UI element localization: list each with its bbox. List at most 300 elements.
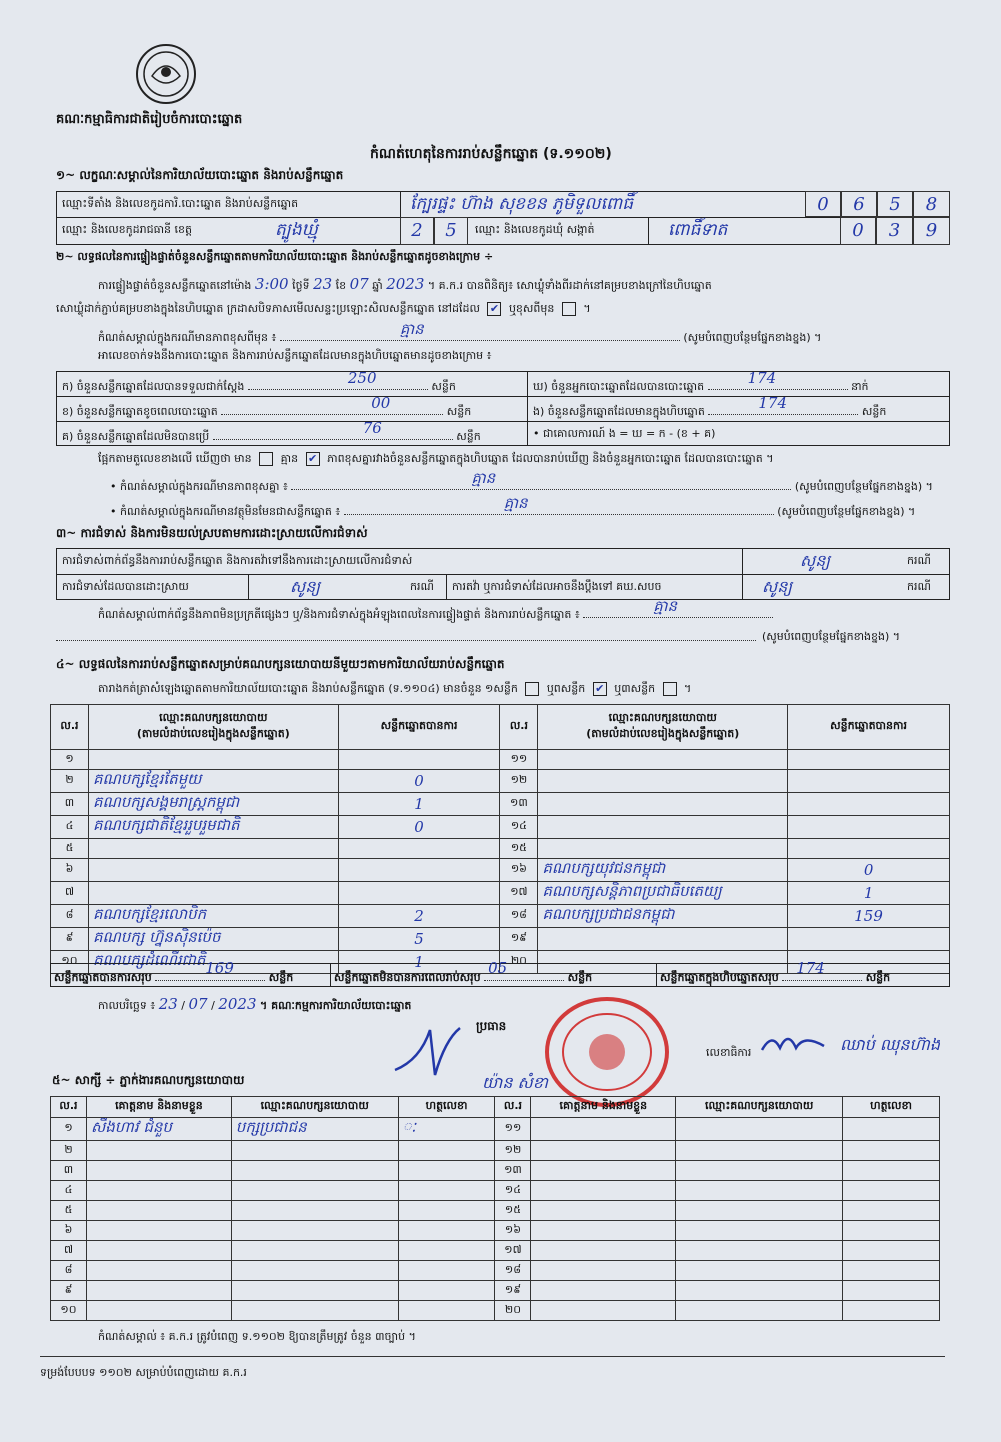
code-digit: 9 xyxy=(913,217,950,245)
col-name: គោត្តនាម និងនាមខ្លួន xyxy=(86,1097,231,1118)
secretary-signature xyxy=(758,1026,828,1064)
witness-sign xyxy=(843,1118,940,1141)
verify-time: 3:00 xyxy=(254,275,289,293)
committee-name: គណៈកម្មាធិការជាតិរៀបចំការបោះឆ្នោត xyxy=(56,112,243,127)
witness-no: ១៧ xyxy=(495,1241,531,1261)
col-party xyxy=(88,705,338,750)
witness-party xyxy=(231,1181,398,1201)
result-party xyxy=(538,750,788,770)
result-votes: 159 xyxy=(788,905,950,928)
nec-logo xyxy=(136,44,196,104)
result-votes: 1 xyxy=(338,793,500,816)
result-party xyxy=(538,793,788,816)
code-digit: 3 xyxy=(876,217,913,245)
unit: សន្លឹក xyxy=(456,430,481,443)
witness-name xyxy=(86,1181,231,1201)
divider xyxy=(56,574,950,575)
col-party-sub: (តាមលំដាប់លេខរៀងក្នុងសន្លឹកឆ្នោត) xyxy=(586,727,740,740)
results-table xyxy=(50,704,950,974)
form-title: កំណត់ហេតុនៃការរាប់សន្លឹកឆ្នោត (ទ.១១០២) xyxy=(370,146,612,162)
code-digit: 6 xyxy=(841,191,877,217)
divider xyxy=(656,963,657,987)
col-sign: ហត្ថលេខា xyxy=(843,1097,940,1118)
chairman-label: ប្រធាន xyxy=(476,1019,507,1033)
witness-sign xyxy=(843,1201,940,1221)
witness-name xyxy=(531,1118,676,1141)
result-no: ៦ xyxy=(51,859,89,882)
result-no: ១៧ xyxy=(500,882,538,905)
appeal-label: ការតវ៉ា ឬការជំទាស់ដែលអាចនឹងប្តឹងទៅ គឃ.សបច xyxy=(452,580,662,593)
col-party: ឈ្មោះគណបក្សនយោបាយ xyxy=(676,1097,843,1118)
result-no: ១០ xyxy=(51,951,89,974)
witness-no: ៥ xyxy=(51,1201,87,1221)
count-a-value: 250 xyxy=(347,369,377,387)
count-e xyxy=(533,394,887,421)
secretary-label: លេខាធិការ xyxy=(706,1046,752,1059)
three-sheets-label: ឬ៣សន្លឹក xyxy=(614,682,656,695)
result-no: ៨ xyxy=(51,905,89,928)
col-votes: សន្លឹកឆ្នោតបានការ xyxy=(788,705,950,750)
witness-party xyxy=(231,1281,398,1301)
changed-label: ឬខុសពីមុន xyxy=(508,302,555,315)
diff-check-line xyxy=(98,452,773,468)
table-row xyxy=(51,1141,940,1161)
witness-name xyxy=(86,1201,231,1221)
witness-party xyxy=(676,1141,843,1161)
witness-no: ១២ xyxy=(495,1141,531,1161)
result-votes xyxy=(338,859,500,882)
date-day: 23 xyxy=(158,995,178,1013)
result-no: ១ xyxy=(51,750,89,770)
witness-sign xyxy=(843,1181,940,1201)
irregularity-value: គ្មាន xyxy=(653,597,678,615)
witness-party xyxy=(676,1281,843,1301)
witness-party xyxy=(231,1201,398,1221)
verify-text: សោឃ្លុំដាក់ភ្ជាប់គម្របខាងក្នុងនៃហិបឆ្នោត ក្រដាសបិទភាសមើលសន្ទះប្រឡោះសិលសន្លឹកឆ្នោត នៅដដែល xyxy=(56,302,480,315)
result-no: ១១ xyxy=(500,750,538,770)
odd-note-line xyxy=(110,494,916,521)
chairman-signature xyxy=(390,1020,470,1084)
two-sheets-label: ឬពសន្លឹក xyxy=(546,682,586,695)
witness-name xyxy=(86,1261,231,1281)
witness-party xyxy=(676,1118,843,1141)
result-votes: 0 xyxy=(338,816,500,839)
witness-sign: ៈ xyxy=(398,1118,495,1141)
province-label: ឈ្មោះ និងលេខកូដរាជធានី ខេត្ត xyxy=(62,223,192,236)
witness-sign xyxy=(398,1301,495,1321)
witness-party xyxy=(676,1161,843,1181)
divider xyxy=(400,191,401,217)
three-sheets-checkbox[interactable] xyxy=(663,682,677,696)
note-label: កំណត់សម្គាល់ក្នុងករណីមានភាពខុសពីមុន ៖ xyxy=(98,331,277,344)
result-no: ២ xyxy=(51,770,89,793)
section4-title: ៤~ លទ្ធផលនៃការរាប់សន្លឹកឆ្នោតសម្រាប់គណបក្សនយោបាយនីមួយៗតាមការិយាល័យរាប់សន្លឹកឆ្នោត xyxy=(56,657,505,671)
change-note-line xyxy=(98,320,822,347)
objection-value: សូន្យ xyxy=(800,551,831,570)
witness-name xyxy=(86,1281,231,1301)
fill-more: (សូមបំពេញបន្ថែមផ្នែកខាងខ្នង) ។ xyxy=(762,630,901,643)
witness-party xyxy=(231,1141,398,1161)
count-b xyxy=(62,394,472,421)
witness-no: ១០ xyxy=(51,1301,87,1321)
section2-title: ២~ លទ្ធផលនៃការផ្ទៀងផ្ទាត់ចំនួនសន្លឹកឆ្នោតតាមការិយាល័យបោះឆ្នោត និងរាប់សន្លឹកឆ្នោតដូចខាងក្រោម ÷ xyxy=(56,250,494,263)
total-invalid-label: សន្លឹកឆ្នោតមិនបានការពេលរាប់សរុប xyxy=(334,971,481,984)
result-no: ១៣ xyxy=(500,793,538,816)
dotted-line xyxy=(56,640,756,641)
sheets-intro: តារាងកត់ត្រាសំឡេងឆ្នោតតាមការិយាល័យបោះឆ្នោត និងរាប់សន្លឹកឆ្នោត (ទ.១១០៤) មានចំនួន ១សន្លឹក xyxy=(98,682,518,695)
formula: • ជាគោលការណ៍ ង = ឃ = ក - (ខ + គ) xyxy=(533,427,716,440)
table-row xyxy=(51,1261,940,1281)
table-row xyxy=(51,1181,940,1201)
unit: នាក់ xyxy=(851,380,869,393)
result-no: ១៤ xyxy=(500,816,538,839)
result-no: ១៩ xyxy=(500,928,538,951)
result-votes xyxy=(788,770,950,793)
intro-counts: ឤលេខចាក់ទងនឹងការបោះឆ្នោត និងការរាប់សន្លឹកឆ្នោតដែលមានក្នុងហិបឆ្នោតមានដូចខាងក្រោម ៖ xyxy=(98,349,492,362)
commune-label: ឈ្មោះ និងលេខកូដឃុំ សង្កាត់ xyxy=(475,223,595,236)
result-no: ២០ xyxy=(500,951,538,974)
witness-name xyxy=(531,1141,676,1161)
code-digit: 5 xyxy=(434,217,468,245)
witness-name xyxy=(531,1261,676,1281)
form-footer: ទម្រង់បែបបទ ១១០២ សម្រាប់បំពេញដោយ គ.ក.រ xyxy=(40,1366,247,1379)
witness-party xyxy=(676,1221,843,1241)
commune-code xyxy=(840,217,950,245)
witness-name xyxy=(86,1161,231,1181)
total-valid-label: សន្លឹកឆ្នោតបានការសរុប xyxy=(54,971,152,984)
count-b-label: ខ) ចំនួនសន្លឹកឆ្នោតខូចពេលបោះឆ្នោត xyxy=(62,405,218,418)
table-row xyxy=(51,839,950,859)
unit: សន្លឹក xyxy=(268,971,294,984)
result-party xyxy=(88,839,338,859)
table-row xyxy=(51,750,950,770)
result-no: ៥ xyxy=(51,839,89,859)
result-votes: 1 xyxy=(788,882,950,905)
formula-text: ជាគោលការណ៍ ង = ឃ = ក - (ខ + គ) xyxy=(543,427,716,440)
verify-line-2: សោឃ្លុំដាក់ភ្ជាប់គម្របខាងក្នុងនៃហិបឆ្នោត ក្រដាសបិទភាសមើលសន្ទះប្រឡោះសិលសន្លឹកឆ្នោត នៅដដែល ✔ ឬខុសពីមុន ។ xyxy=(56,302,591,315)
section1-title: ១~ លក្ខណៈសម្គាល់នៃការិយាល័យបោះឆ្នោត និងរាប់សន្លឹកឆ្នោត xyxy=(56,168,344,182)
col-no: ល.រ xyxy=(51,705,89,750)
divider xyxy=(56,396,950,397)
verify-text: ។ គ.ក.រ បានពិនិត្យ៖ សោឃ្លុំទាំងពីរដាក់នៅគម្របខាងក្រៅនៃហិបឆ្នោត xyxy=(427,279,712,292)
witness-sign xyxy=(398,1281,495,1301)
secretary-name: ឈាប់ ឈុនហ៊ាង xyxy=(840,1035,941,1054)
verify-month: 07 xyxy=(349,275,369,293)
witness-sign xyxy=(398,1161,495,1181)
result-no: ៤ xyxy=(51,816,89,839)
col-no: ល.រ xyxy=(51,1097,87,1118)
code-digit: 2 xyxy=(400,217,434,245)
verify-day: 23 xyxy=(313,275,333,293)
results-header-row xyxy=(51,705,950,750)
divider xyxy=(648,217,649,245)
case-unit: ករណី xyxy=(410,580,434,593)
result-party xyxy=(538,928,788,951)
col-votes: សន្លឹកឆ្នោតបានការ xyxy=(338,705,500,750)
witness-name xyxy=(531,1301,676,1321)
witness-header-row xyxy=(51,1097,940,1118)
table-row xyxy=(51,882,950,905)
result-votes xyxy=(338,750,500,770)
witness-table xyxy=(50,1096,940,1321)
irregularity-label: កំណត់សម្គាល់ពាក់ព័ន្ធនឹងភាពមិនប្រក្រតីផ្សេងៗ ឬ/និងការជំទាស់ក្នុងអំឡុងពេលនៃការផ្ទៀងផ្ទាត់ និងការរាប់សន្លឹកឆ្នោត ៖ xyxy=(98,608,580,621)
witness-sign xyxy=(843,1281,940,1301)
col-party-label: ឈ្មោះគណបក្សនយោបាយ xyxy=(159,711,268,724)
col-party-sub: (តាមលំដាប់លេខរៀងក្នុងសន្លឹកឆ្នោត) xyxy=(136,727,290,740)
fill-more: (សូមបំពេញបន្ថែមផ្នែកខាងខ្នង) ។ xyxy=(683,331,822,344)
count-a xyxy=(62,369,456,396)
witness-name xyxy=(86,1301,231,1321)
witness-name xyxy=(86,1141,231,1161)
witness-sign xyxy=(843,1301,940,1321)
table-row xyxy=(51,770,950,793)
location-code xyxy=(805,191,950,217)
result-no: ៩ xyxy=(51,928,89,951)
diff-note-value: គ្មាន xyxy=(471,469,496,487)
odd-note-label: • កំណត់សម្គាល់ក្នុងករណីមានវត្ថុមិនមែនជាសន្លឹកឆ្នោត ៖ xyxy=(110,505,341,518)
col-no: ល.រ xyxy=(495,1097,531,1118)
year-label: ឆ្នាំ xyxy=(372,279,383,292)
result-party: គណបក្សយុវជនកម្ពុជា xyxy=(538,859,788,882)
result-votes xyxy=(788,928,950,951)
odd-note-value: គ្មាន xyxy=(503,494,528,512)
count-c xyxy=(62,419,481,446)
col-name: គោត្តនាម និងនាមខ្លួន xyxy=(531,1097,676,1118)
witness-party xyxy=(231,1261,398,1281)
result-party xyxy=(88,859,338,882)
witness-no: ១៤ xyxy=(495,1181,531,1201)
witness-name xyxy=(531,1281,676,1301)
total-box-value: 174 xyxy=(796,959,825,977)
count-c-value: 76 xyxy=(362,419,382,437)
table-row xyxy=(51,793,950,816)
witness-party: បក្សប្រជាជន xyxy=(231,1118,398,1141)
date-month: 07 xyxy=(188,995,208,1013)
count-c-label: គ) ចំនួនសន្លឹកឆ្នោតដែលមិនបានប្រើ xyxy=(62,430,210,443)
count-e-label: ង) ចំនួនសន្លឹកឆ្នោតដែលមានក្នុងហិបឆ្នោត xyxy=(533,405,705,418)
witness-sign xyxy=(398,1201,495,1221)
result-party: គណបក្ស ហ្វ៊ុនស៊ិនប៉េច xyxy=(88,928,338,951)
result-votes xyxy=(788,793,950,816)
divider xyxy=(248,574,249,600)
witness-no: ៣ xyxy=(51,1161,87,1181)
col-party: ឈ្មោះគណបក្សនយោបាយ xyxy=(231,1097,398,1118)
count-d xyxy=(533,369,869,396)
witness-party xyxy=(231,1161,398,1181)
result-party: គណបក្សប្រជាជនកម្ពុជា xyxy=(538,905,788,928)
chairman-name: យ៉ាន សំខា xyxy=(482,1073,549,1092)
witness-name xyxy=(531,1181,676,1201)
fill-more: (សូមបំពេញបន្ថែមផ្នែកខាងខ្នង) ។ xyxy=(794,480,933,493)
signoff: ។ គណៈកម្មការការិយាល័យបោះឆ្នោត xyxy=(260,999,412,1012)
footnote: កំណត់សម្គាល់ ៖ គ.ក.រ ត្រូវបំពេញ ទ.១១០២ ឱ្យបានត្រឹមត្រូវ ចំនួន ៣ច្បាប់ ។ xyxy=(98,1330,416,1343)
location-value: ក្បែរផ្ទះ ហ៊ាង សុខខន ភូមិទួលពោធិ៍ xyxy=(410,194,633,214)
witness-sign xyxy=(398,1181,495,1201)
result-votes: 0 xyxy=(338,770,500,793)
two-sheets-checkbox[interactable]: ✔ xyxy=(593,682,607,696)
divider xyxy=(742,548,743,600)
province-name: ត្បូងឃ្មុំ xyxy=(275,220,318,240)
result-party: គណបក្សខ្មែរលោបិក xyxy=(88,905,338,928)
result-no: ១៦ xyxy=(500,859,538,882)
result-votes xyxy=(788,816,950,839)
witness-party xyxy=(676,1181,843,1201)
divider xyxy=(446,574,447,600)
col-no: ល.រ xyxy=(500,705,538,750)
unit: សន្លឹក xyxy=(567,971,593,984)
diff-note-label: • កំណត់សម្គាល់ក្នុងករណីមានភាពខុសគ្នា ៖ xyxy=(110,480,288,493)
note-dotted-line xyxy=(280,320,680,341)
has-diff-checkbox[interactable] xyxy=(259,452,273,466)
case-unit: ករណី xyxy=(907,580,931,593)
changed-checkbox[interactable] xyxy=(562,302,576,316)
same-checkbox[interactable]: ✔ xyxy=(487,302,501,316)
witness-no: ៩ xyxy=(51,1281,87,1301)
result-party xyxy=(538,816,788,839)
section3-title: ៣~ ការជំទាស់ និងការមិនយល់ស្របតាមការដោះស្រាយលើការជំទាស់ xyxy=(56,526,368,540)
result-party: គណបក្សសន្តិភាពប្រជាធិបតេយ្យ xyxy=(538,882,788,905)
verify-text: ការផ្ទៀងផ្ទាត់ចំនួនសន្លឹកឆ្នោតនៅម៉ោង xyxy=(98,279,252,292)
total-box-label: សន្លឹកឆ្នោតក្នុងហិបឆ្នោតសរុប xyxy=(660,971,779,984)
witness-sign xyxy=(398,1241,495,1261)
divider xyxy=(330,963,331,987)
witness-party xyxy=(231,1221,398,1241)
witness-name: សឹងហាវ ជំនួប xyxy=(86,1118,231,1141)
check-text: ផ្អែកតាមតួលេខខាងលើ ឃើញថា មាន xyxy=(98,452,252,465)
one-sheet-checkbox[interactable] xyxy=(525,682,539,696)
irregularity-note xyxy=(98,597,773,624)
result-party xyxy=(538,839,788,859)
day-label: ថ្ងៃទី xyxy=(292,279,310,292)
result-no: ៧ xyxy=(51,882,89,905)
table-row xyxy=(51,1281,940,1301)
code-digit: 5 xyxy=(877,191,913,217)
table-row xyxy=(51,816,950,839)
table-row xyxy=(51,905,950,928)
total-invalid-value: 05 xyxy=(488,959,508,977)
count-d-value: 174 xyxy=(747,369,777,387)
col-party-label: ឈ្មោះគណបក្សនយោបាយ xyxy=(608,711,717,724)
table-row xyxy=(51,859,950,882)
result-votes: 0 xyxy=(788,859,950,882)
witness-no: ១១ xyxy=(495,1118,531,1141)
result-party: គណបក្សដំណើរជាតិ xyxy=(88,951,338,974)
witness-sign xyxy=(843,1221,940,1241)
witness-name xyxy=(86,1221,231,1241)
witness-no: ១៦ xyxy=(495,1221,531,1241)
province-code xyxy=(400,217,468,245)
witness-party xyxy=(676,1201,843,1221)
witness-no: ១៩ xyxy=(495,1281,531,1301)
unit: សន្លឹក xyxy=(431,380,456,393)
divider xyxy=(56,421,950,422)
witness-no: ៨ xyxy=(51,1261,87,1281)
table-row xyxy=(51,1201,940,1221)
resolved-label: ការជំទាស់ដែលបានដោះស្រាយ xyxy=(62,580,189,593)
note-value: គ្មាន xyxy=(399,320,424,338)
table-row xyxy=(51,1301,940,1321)
count-b-value: 00 xyxy=(371,394,391,412)
commune-name: ពោធិ៍ទាត xyxy=(668,220,728,240)
result-votes xyxy=(788,750,950,770)
witness-sign xyxy=(843,1161,940,1181)
count-a-label: ក) ចំនួនសន្លឹកឆ្នោតដែលបានទទួលជាក់ស្តែង xyxy=(62,380,245,393)
appeal-value: សូន្យ xyxy=(762,577,793,596)
count-d-label: ឃ) ចំនួនអ្នកបោះឆ្នោតដែលបានបោះឆ្នោត xyxy=(533,380,705,393)
witness-name xyxy=(531,1241,676,1261)
location-label: ឈ្មោះទីតាំង និងលេខកូដការិ.បោះឆ្នោត និងរាប់សន្លឹកឆ្នោត xyxy=(62,197,299,210)
result-party: គណបក្សសង្គមរាស្ត្រកម្ពុជា xyxy=(88,793,338,816)
witness-party xyxy=(676,1301,843,1321)
no-diff-checkbox[interactable]: ✔ xyxy=(306,452,320,466)
table-row xyxy=(51,1241,940,1261)
result-no: ១២ xyxy=(500,770,538,793)
witness-sign xyxy=(843,1261,940,1281)
result-votes: 5 xyxy=(338,928,500,951)
result-party: គណបក្សខ្មែរតែមួយ xyxy=(88,770,338,793)
witness-sign xyxy=(398,1261,495,1281)
result-votes xyxy=(338,839,500,859)
witness-party xyxy=(231,1301,398,1321)
official-stamp xyxy=(545,997,669,1107)
witness-sign xyxy=(843,1141,940,1161)
result-no: ១៨ xyxy=(500,905,538,928)
fill-more: (សូមបំពេញបន្ថែមផ្នែកខាងខ្នង) ។ xyxy=(777,505,916,518)
result-party xyxy=(88,882,338,905)
table-row xyxy=(51,1161,940,1181)
result-party xyxy=(538,770,788,793)
result-votes: 1 xyxy=(338,951,500,974)
date-line: កាលបរិច្ឆេទ ៖ 23 / 07 / 2023 ។ គណៈកម្មការការិយាល័យបោះឆ្នោត xyxy=(98,995,412,1013)
witness-sign xyxy=(398,1221,495,1241)
table-row xyxy=(51,1118,940,1141)
witness-no: ១ xyxy=(51,1118,87,1141)
witness-no: ៤ xyxy=(51,1181,87,1201)
witness-name xyxy=(86,1241,231,1261)
month-label: ខែ xyxy=(335,279,347,292)
date-year: 2023 xyxy=(218,995,257,1013)
witness-sign xyxy=(398,1141,495,1161)
date-label: កាលបរិច្ឆេទ ៖ xyxy=(98,999,156,1012)
check-text: ភាពខុសគ្នារវាងចំនួនសន្លឹកឆ្នោតក្នុងហិបឆ្នោត ដែលបានរាប់ឃើញ និងចំនួនអ្នកបោះឆ្នោត ដែលបានបោះឆ្នោត ។ xyxy=(327,452,774,465)
result-votes xyxy=(338,882,500,905)
unit: សន្លឹក xyxy=(446,405,472,418)
witness-party xyxy=(231,1241,398,1261)
witness-sign xyxy=(843,1241,940,1261)
code-digit: 8 xyxy=(913,191,950,217)
code-digit: 0 xyxy=(805,191,841,217)
verify-line-1 xyxy=(98,275,712,295)
resolved-value: សូន្យ xyxy=(290,577,321,596)
col-party xyxy=(538,705,788,750)
result-votes: 2 xyxy=(338,905,500,928)
witness-no: ១៨ xyxy=(495,1261,531,1281)
witness-no: ៧ xyxy=(51,1241,87,1261)
section5-title: ៥~ សាក្សី ÷ ភ្នាក់ងារគណបក្សនយោបាយ xyxy=(52,1073,245,1087)
witness-name xyxy=(531,1221,676,1241)
code-digit: 0 xyxy=(840,217,876,245)
table-row xyxy=(51,928,950,951)
witness-party xyxy=(676,1261,843,1281)
objection-label: ការជំទាស់ពាក់ព័ន្ធនឹងការរាប់សន្លឹកឆ្នោត និងការតវ៉ាទៅនឹងការដោះស្រាយលើការជំទាស់ xyxy=(62,554,413,567)
sheets-line: តារាងកត់ត្រាសំឡេងឆ្នោតតាមការិយាល័យបោះឆ្នោត និងរាប់សន្លឹកឆ្នោត (ទ.១១០៤) មានចំនួន ១សន្លឹក ឬពសន្លឹក ✔ ឬ៣សន្លឹក ។ xyxy=(98,682,692,695)
result-no: ១៥ xyxy=(500,839,538,859)
unit: សន្លឹក xyxy=(861,405,887,418)
witness-no: ៦ xyxy=(51,1221,87,1241)
result-votes xyxy=(788,839,950,859)
result-no: ៣ xyxy=(51,793,89,816)
count-e-value: 174 xyxy=(758,394,788,412)
